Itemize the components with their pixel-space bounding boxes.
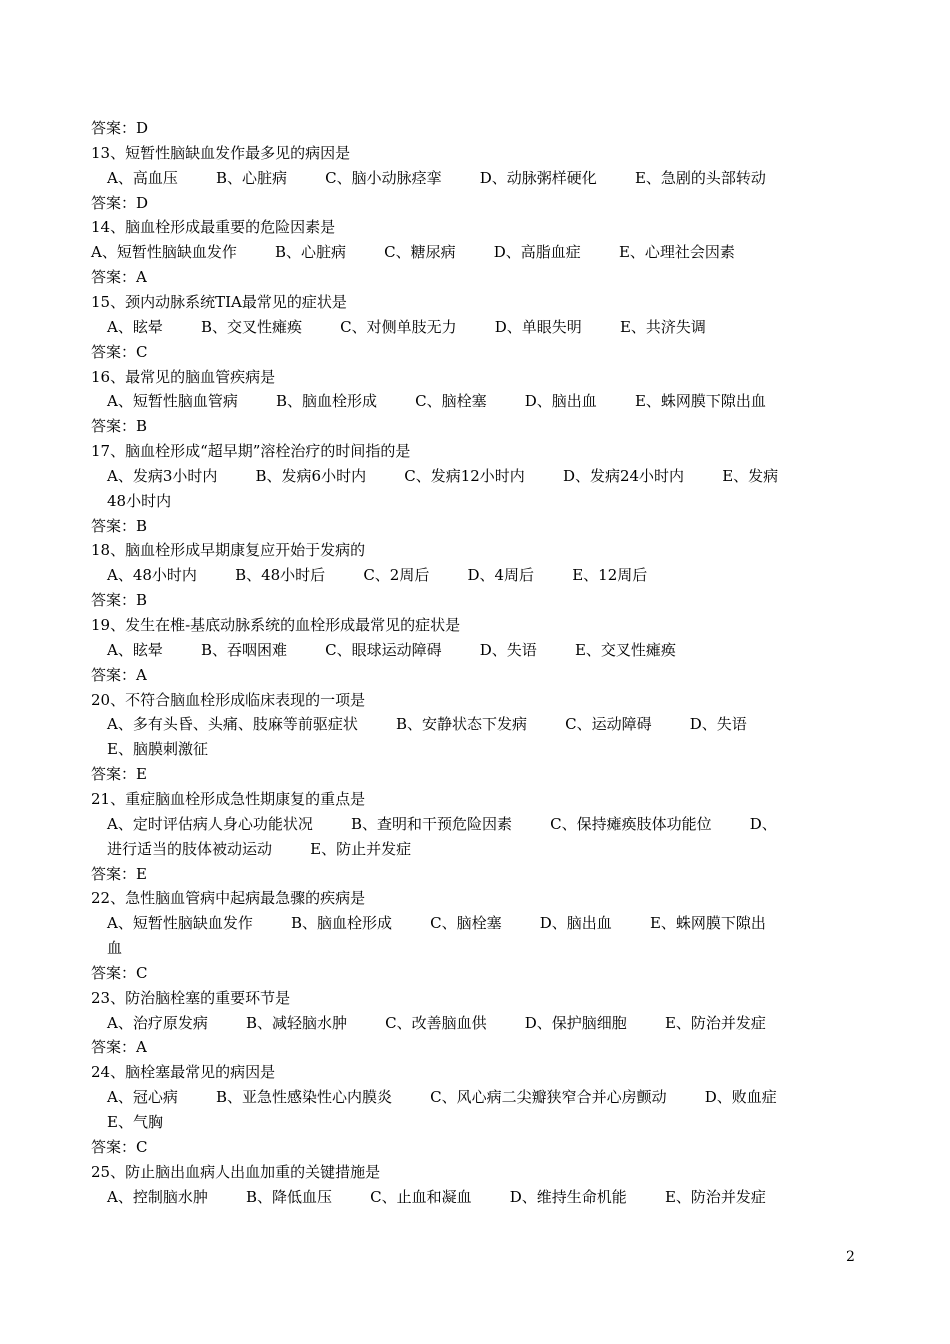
answer-line: 答案：D: [91, 119, 149, 137]
answer-line: 答案：C: [91, 963, 148, 982]
answer-line: 答案：B: [91, 417, 148, 436]
question-line: 14、脑血栓形成最重要的危险因素是: [91, 218, 336, 237]
answer-line: 答案：A: [91, 665, 147, 684]
options-line: E、脑膜刺激征: [107, 740, 208, 759]
answer-line: 答案：B: [91, 516, 148, 535]
answer-line: 答案：A: [91, 268, 147, 287]
options-line: 血: [107, 939, 123, 958]
question-line: 25、防止脑出血病人出血加重的关键措施是: [91, 1162, 381, 1181]
page-number: 2: [846, 1249, 855, 1265]
question-line: 13、短暂性脑缺血发作最多见的病因是: [91, 143, 351, 162]
answer-line: 答案：C: [91, 1137, 148, 1156]
options-line: A、高血压 B、心脏病 C、脑小动脉痉挛 D、动脉粥样硬化 E、急剧的头部转动: [107, 168, 766, 187]
answer-line: 答案：E: [91, 864, 147, 883]
question-line: 22、急性脑血管病中起病最急骤的疾病是: [91, 889, 366, 908]
answer-line: 答案：D: [91, 193, 149, 212]
question-line: A、短暂性脑缺血发作 B、心脏病 C、糖尿病 D、高脂血症 E、心理社会因素: [91, 243, 735, 262]
answer-line: 答案：E: [91, 765, 147, 784]
options-line: A、多有头昏、头痛、肢麻等前驱症状 B、安静状态下发病 C、运动障碍 D、失语: [107, 715, 747, 734]
options-line: A、眩晕 B、交叉性瘫痪 C、对侧单肢无力 D、单眼失明 E、共济失调: [107, 317, 706, 336]
question-line: 23、防治脑栓塞的重要环节是: [91, 988, 291, 1007]
options-line: A、48小时内 B、48小时后 C、2周后 D、4周后 E、12周后: [107, 566, 648, 585]
question-line: 20、不符合脑血栓形成临床表现的一项是: [91, 690, 366, 709]
question-line: 16、最常见的脑血管疾病是: [91, 367, 276, 386]
options-line: E、气胸: [107, 1113, 163, 1131]
options-line: A、眩晕 B、吞咽困难 C、眼球运动障碍 D、失语 E、交叉性瘫痪: [107, 640, 676, 659]
options-line: A、控制脑水肿 B、降低血压 C、止血和凝血 D、维持生命机能 E、防治并发症: [107, 1187, 766, 1206]
options-line: A、短暂性脑血管病 B、脑血栓形成 C、脑栓塞 D、脑出血 E、蛛网膜下隙出血: [107, 392, 766, 411]
question-line: 17、脑血栓形成“超早期”溶栓治疗的时间指的是: [91, 442, 411, 461]
options-line: A、发病3小时内 B、发病6小时内 C、发病12小时内 D、发病24小时内 E、发病: [107, 466, 779, 485]
question-line: 24、脑栓塞最常见的病因是: [91, 1063, 276, 1082]
options-line: A、短暂性脑缺血发作 B、脑血栓形成 C、脑栓塞 D、脑出血 E、蛛网膜下隙出: [107, 914, 766, 933]
question-line: 19、发生在椎-基底动脉系统的血栓形成最常见的症状是: [91, 616, 461, 634]
options-line: A、治疗原发病 B、减轻脑水肿 C、改善脑血供 D、保护脑细胞 E、防治并发症: [107, 1013, 766, 1032]
options-line: A、定时评估病人身心功能状况 B、查明和干预危险因素 C、保持瘫痪肢体功能位 D、: [107, 814, 777, 833]
options-line: A、冠心病 B、亚急性感染性心内膜炎 C、风心病二尖瓣狭窄合并心房颤动 D、败血症: [107, 1088, 777, 1107]
answer-line: 答案：B: [91, 591, 148, 610]
options-line: 进行适当的肢体被动运动 E、防止并发症: [107, 839, 412, 858]
answer-line: 答案：C: [91, 342, 148, 361]
question-line: 21、重症脑血栓形成急性期康复的重点是: [91, 789, 366, 808]
options-line: 48小时内: [107, 491, 172, 510]
question-line: 18、脑血栓形成早期康复应开始于发病的: [91, 541, 366, 560]
question-line: 15、颈内动脉系统TIA最常见的症状是: [91, 292, 347, 311]
answer-line: 答案：A: [91, 1038, 147, 1057]
